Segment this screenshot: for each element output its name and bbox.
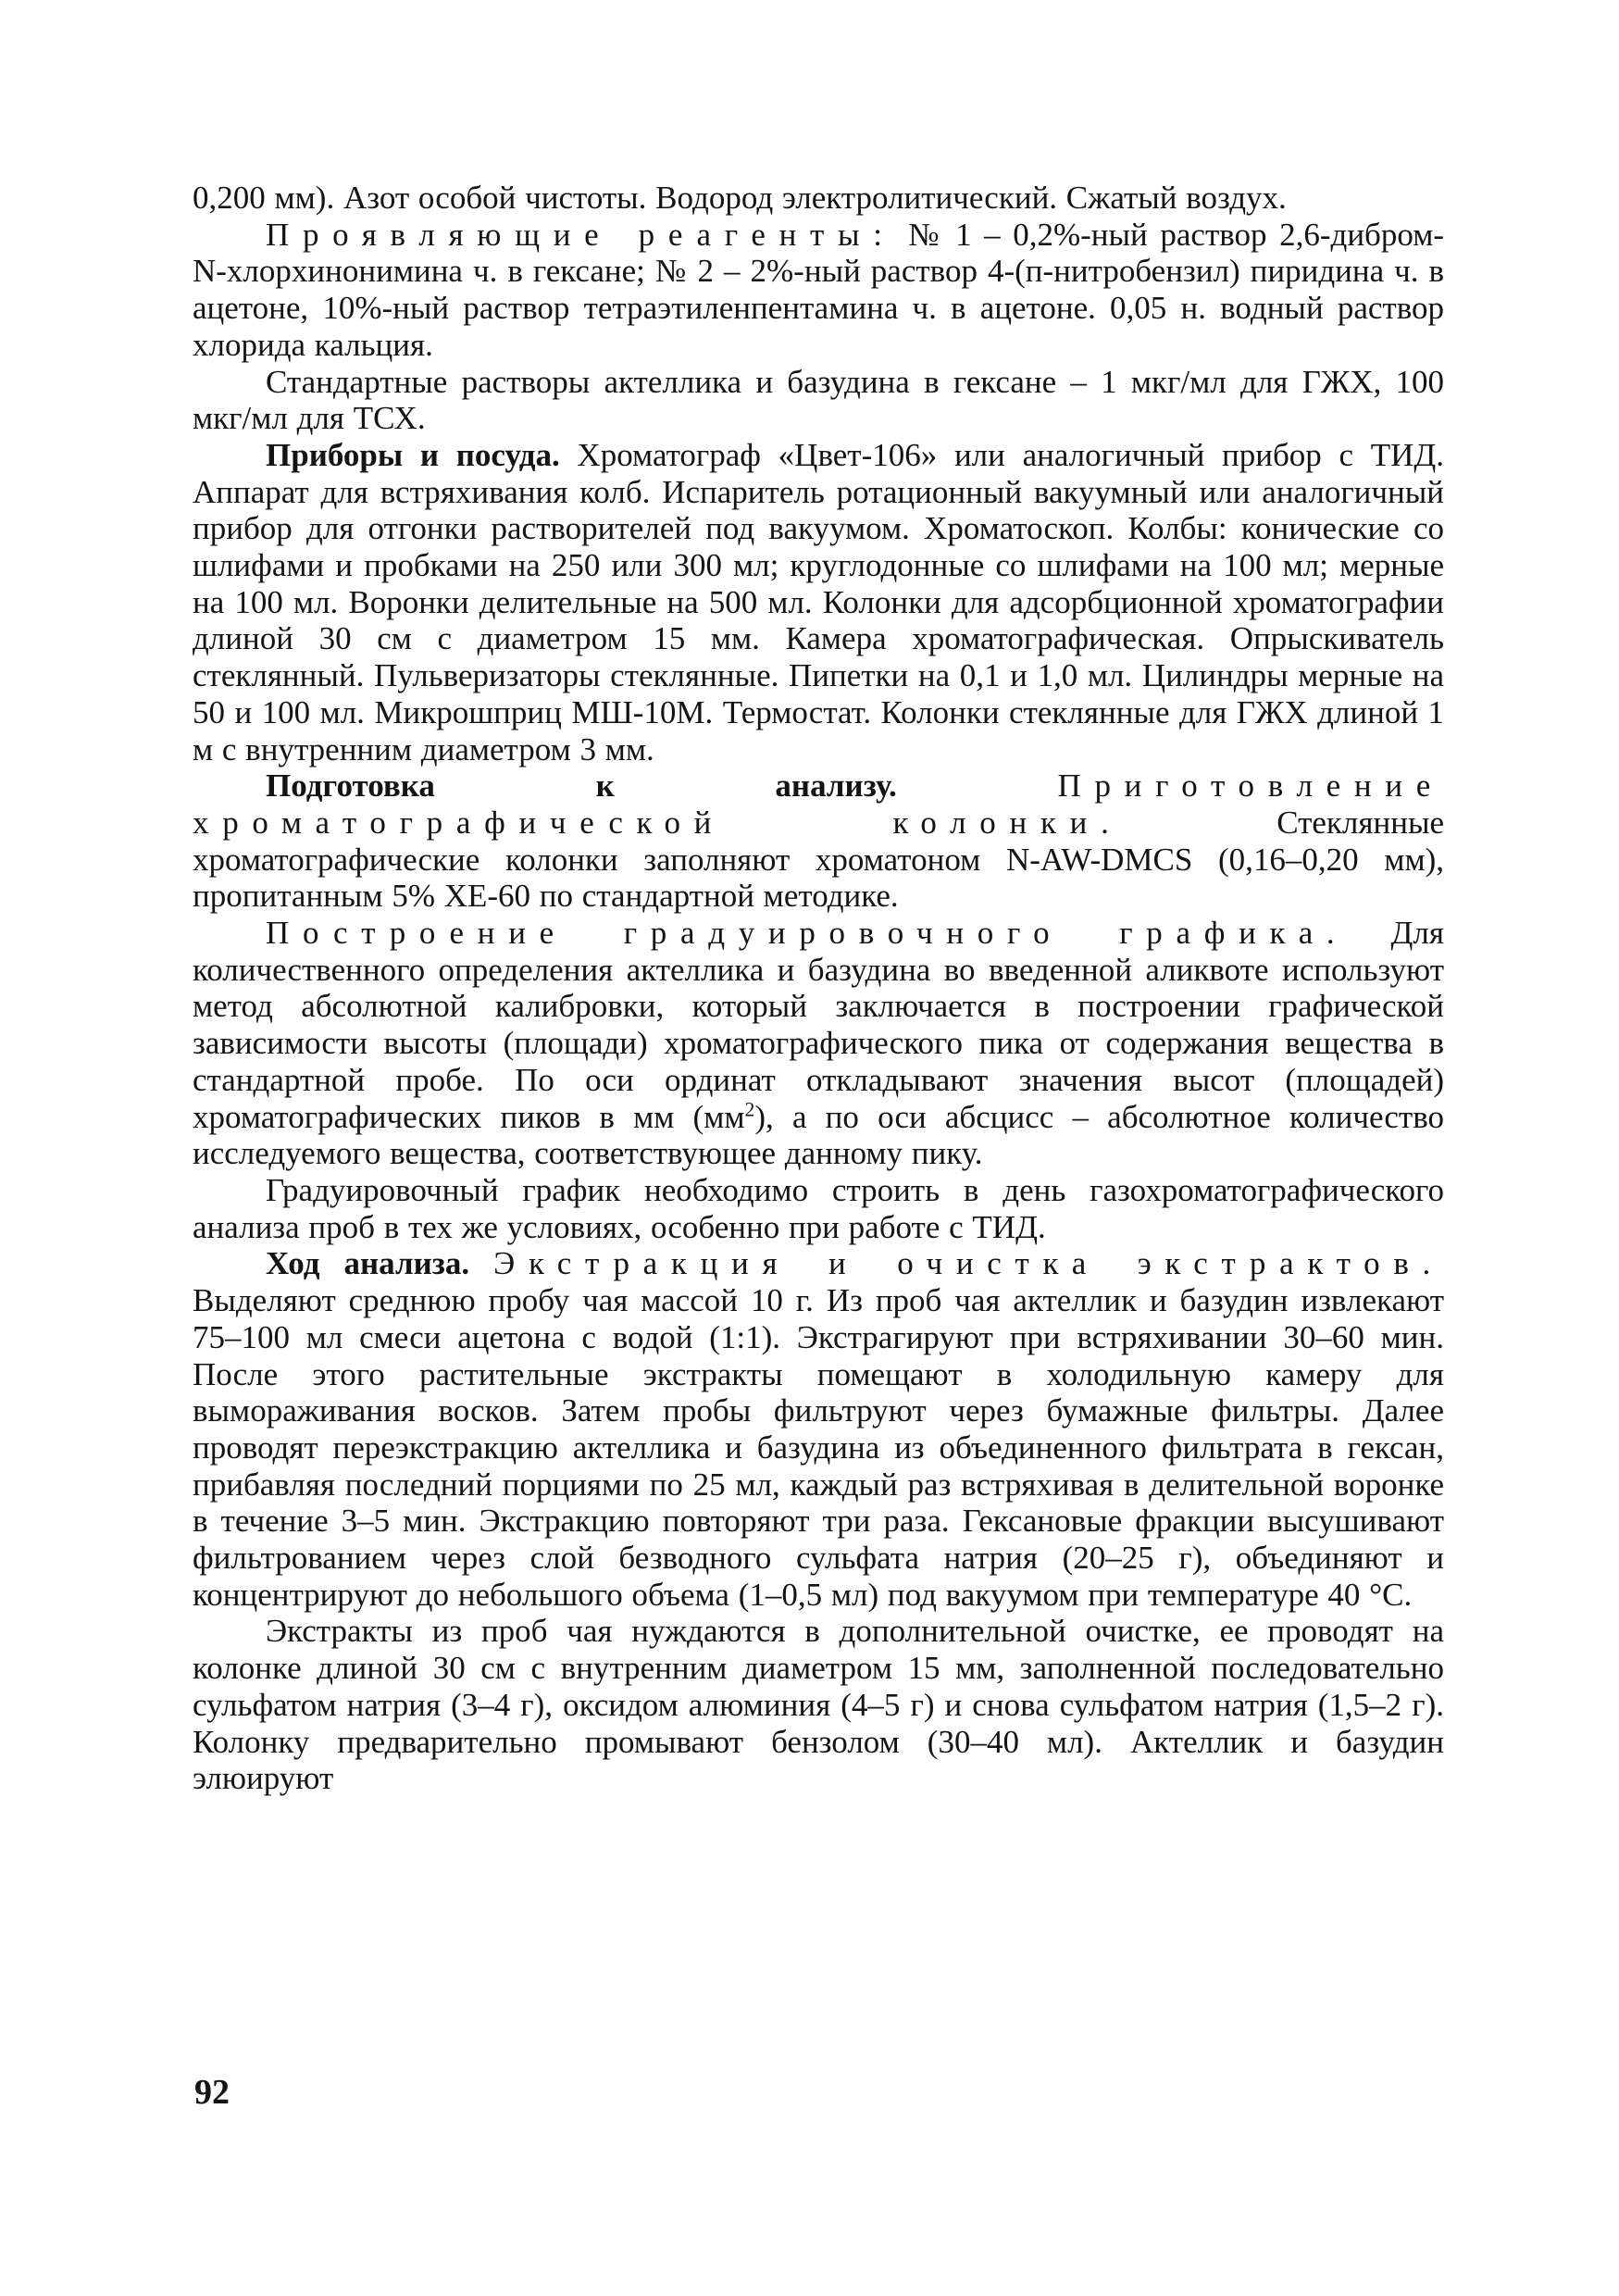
spaced-heading: Построение градуировочного графика. bbox=[266, 915, 1349, 952]
paragraph bbox=[193, 437, 1444, 767]
paragraph bbox=[193, 217, 1444, 364]
paragraph-text: Экстракты из проб чая нуждаются в дополнительной очистке, ее проводят на колонке длиной 30 см с внутренним диаметром 15 мм, заполненной последовательно сульфатом натрия (3–4 г), оксидом алюминия (4–5 г) и снова сульфатом натрия (1,5–2 г). Колонку предварительно промывают бензолом (30–40 мл). Актеллик и базудин элюируют bbox=[193, 1613, 1444, 1797]
paragraph-text: Стандартные растворы актеллика и базудина в гексане – 1 мкг/мл для ГЖХ, 100 мкг/мл для ТСХ. bbox=[193, 363, 1444, 437]
paragraph bbox=[193, 364, 1444, 437]
spaced-heading: Проявляющие реагенты: bbox=[266, 216, 896, 253]
paragraph-text: Стеклянные хроматографические колонки заполняют хроматоном N-AW-DMCS (0,16–0,20 мм), пропитанным 5% XE-60 по стандартной методике. bbox=[193, 804, 1444, 915]
paragraph bbox=[193, 180, 1444, 217]
paragraph-text: 0,200 мм). Азот особой чистоты. Водород электролитический. Сжатый воздух. bbox=[193, 180, 1287, 216]
paragraph-text: ), а по оси абсцисс – абсолютное количество исследуемого вещества, соответствующее данному пику. bbox=[193, 1098, 1444, 1172]
paragraph bbox=[193, 1245, 1444, 1613]
paragraph bbox=[193, 915, 1444, 1172]
paragraph bbox=[193, 767, 1444, 915]
paragraph-text: Градуировочный график необходимо строить в день газохроматографического анализа проб в тех же условиях, особенно при работе с ТИД. bbox=[193, 1171, 1444, 1245]
paragraph bbox=[193, 1172, 1444, 1245]
spaced-heading: Экстракция и очистка экстрактов. bbox=[493, 1245, 1445, 1282]
spaced-heading: Приготовление хроматографической колонки. bbox=[193, 767, 1444, 841]
paragraph-text: № 1 – 0,2%-ный раствор 2,6-дибром-N-хлорхинонимина ч. в гексане; № 2 – 2%-ный раствор 4-(п-нитробензил) пиридина ч. в ацетоне, 10%-ный раствор тетраэтиленпентамина ч. в ацетоне. 0,05 н. водный раствор хлорида кальция. bbox=[193, 216, 1444, 363]
section-heading: Подготовка к анализу. bbox=[266, 767, 897, 805]
paragraph-text bbox=[897, 767, 1058, 804]
section-heading: Ход анализа. bbox=[266, 1245, 470, 1282]
paragraph-text: Для количественного определения актеллика и базудина во введенной аликвоте используют метод абсолютной калибровки, который заключается в построении графической зависимости высоты (площади) хроматографического пика от содержания вещества в стандартной пробе. По оси ординат откладывают значения высот (площадей) хроматографических пиков в мм (мм bbox=[193, 915, 1444, 1135]
paragraph bbox=[193, 1613, 1444, 1797]
paragraph-text: Выделяют среднюю пробу чая массой 10 г. Из проб чая актеллик и базудин извлекают 75–100 мл смеси ацетона с водой (1:1). Экстрагируют при встряхивании 30–60 мин. После этого растительные экстракты помещают в холодильную камеру для вымораживания восков. Затем пробы фильтруют через бумажные фильтры. Далее проводят переэкстракцию актеллика и базудина из объединенного фильтрата в гексан, прибавляя последний порциями по 25 мл, каждый раз встряхивая в делительной воронке в течение 3–5 мин. Экстракцию повторяют три раза. Гексановые фракции высушивают фильтрованием через слой безводного сульфата натрия (20–25 г), объединяют и концентрируют до небольшого объема (1–0,5 мл) под вакуумом при температуре 40 °С. bbox=[193, 1282, 1444, 1613]
section-heading: Приборы и посуда. bbox=[266, 436, 560, 473]
paragraph-text bbox=[469, 1245, 493, 1281]
paragraph-text: Хроматограф «Цвет-106» или аналогичный прибор с ТИД. Аппарат для встряхивания колб. Испаритель ротационный вакуумный или аналогичный прибор для отгонки растворителей под вакуумом. Хроматоскоп. Колбы: конические со шлифами и пробками на 250 или 300 мл; круглодонные со шлифами на 100 мл; мерные на 100 мл. Воронки делительные на 500 мл. Колонки для адсорбционной хроматографии длиной 30 см с диаметром 15 мм. Камера хроматографическая. Опрыскиватель стеклянный. Пульверизаторы стеклянные. Пипетки на 0,1 и 1,0 мл. Цилиндры мерные на 50 и 100 мл. Микрошприц МШ-10М. Термостат. Колонки стеклянные для ГЖХ длиной 1 м с внутренним диаметром 3 мм. bbox=[193, 436, 1444, 767]
page-body bbox=[193, 180, 1444, 1797]
superscript: 2 bbox=[744, 1097, 755, 1120]
page-number: 92 bbox=[194, 2073, 230, 2112]
